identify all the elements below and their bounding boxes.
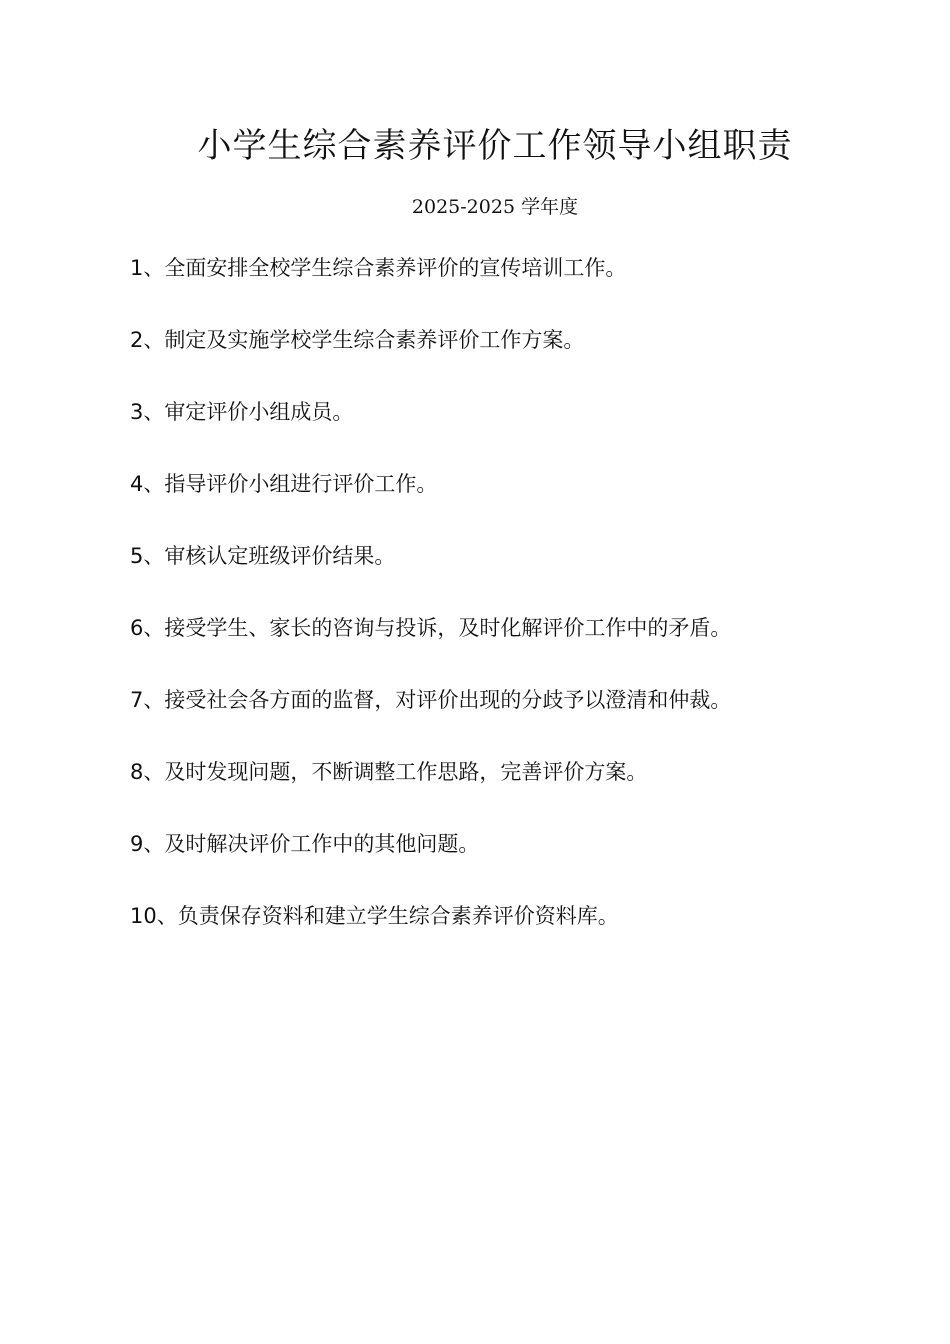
duty-item-5: 5、审核认定班级评价结果。 [130, 544, 396, 568]
duty-item-4: 4、指导评价小组进行评价工作。 [130, 472, 438, 496]
academic-year: 2025-2025 学年度 [411, 196, 579, 218]
duty-item-3: 3、审定评价小组成员。 [130, 400, 354, 424]
duty-item-7: 7、接受社会各方面的监督，对评价出现的分歧予以澄清和仲裁。 [130, 688, 732, 712]
duty-item-8: 8、及时发现问题，不断调整工作思路，完善评价方案。 [130, 760, 648, 784]
duty-item-10: 10、负责保存资料和建立学生综合素养评价资料库。 [130, 904, 619, 928]
duty-item-9: 9、及时解决评价工作中的其他问题。 [130, 832, 480, 856]
duty-item-6: 6、接受学生、家长的咨询与投诉，及时化解评价工作中的矛盾。 [130, 616, 732, 640]
duty-item-2: 2、制定及实施学校学生综合素养评价工作方案。 [130, 328, 585, 352]
duty-item-1: 1、全面安排全校学生综合素养评价的宣传培训工作。 [130, 256, 627, 280]
document-title: 小学生综合素养评价工作领导小组职责 [197, 126, 793, 166]
duty-list [130, 252, 910, 972]
